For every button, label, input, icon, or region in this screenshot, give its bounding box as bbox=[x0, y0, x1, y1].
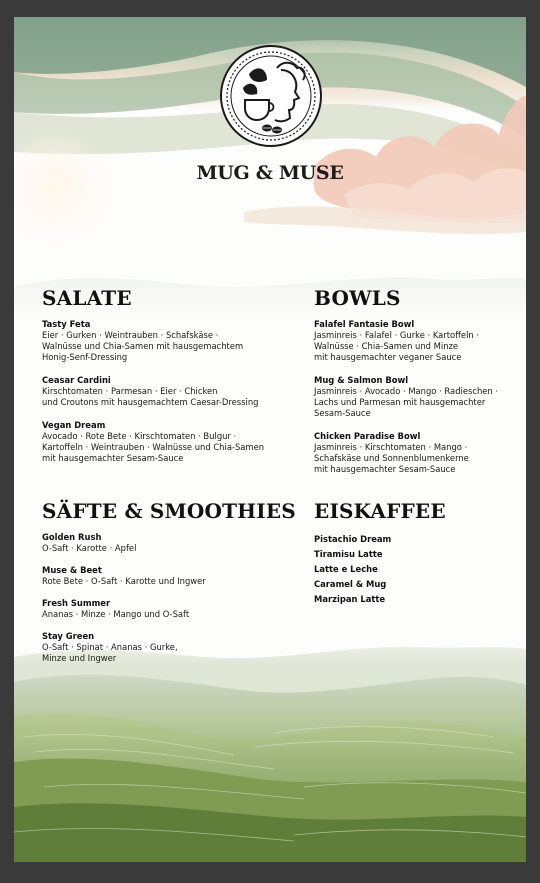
item-description: Eier · Gurken · Weintrauben · Schafskäse · Walnüsse und Chia-Samen mit hausgemachtem Honig-Senf-Dressing bbox=[42, 330, 244, 362]
brand-name: MUG & MUSE bbox=[196, 162, 344, 184]
item-name: Vegan Dream bbox=[42, 420, 106, 430]
menu-item bbox=[42, 631, 302, 664]
item-name: Fresh Summer bbox=[42, 598, 111, 608]
menu-item bbox=[42, 565, 302, 587]
coffee-leaf-muse-emblem-icon bbox=[219, 44, 323, 148]
salate-list bbox=[42, 319, 302, 476]
menu-item bbox=[314, 319, 524, 363]
drink-item: Marzipan Latte bbox=[314, 594, 386, 604]
section-title-salate: SALATE bbox=[42, 286, 132, 310]
item-description: Jasminreis · Kirschtomaten · Mango · Schafskäse und Sonnenblumenkerne mit hausgemachter Sesam-Sauce bbox=[314, 442, 469, 474]
item-name: Falafel Fantasie Bowl bbox=[314, 319, 415, 329]
item-description: Kirschtomaten · Parmesan · Eier · Chicken und Croutons mit hausgemachtem Caesar-Dressing bbox=[42, 386, 259, 407]
item-description: Jasminreis · Avocado · Mango · Radieschen · Lachs und Parmesan mit hausgemachter Sesam-Sauce bbox=[314, 386, 499, 418]
section-title-saefte: SÄFTE & SMOOTHIES bbox=[42, 499, 296, 523]
drink-item: Pistachio Dream bbox=[314, 534, 392, 544]
item-description: Rote Bete · O-Saft · Karotte und Ingwer bbox=[42, 576, 206, 586]
item-name: Tasty Feta bbox=[42, 319, 91, 329]
menu-card bbox=[14, 17, 526, 862]
item-name: Mug & Salmon Bowl bbox=[314, 375, 409, 385]
item-name: Stay Green bbox=[42, 631, 95, 641]
item-name: Golden Rush bbox=[42, 532, 102, 542]
drink-item: Latte e Leche bbox=[314, 564, 378, 574]
item-description: Ananas · Minze · Mango und O-Saft bbox=[42, 609, 190, 619]
item-description: O-Saft · Karotte · Apfel bbox=[42, 543, 137, 553]
item-description: Avocado · Rote Bete · Kirschtomaten · Bulgur · Kartoffeln · Weintrauben · Walnüsse und Chia-Samen mit hausgemachter Sesam-Sauce bbox=[42, 431, 265, 463]
menu-item bbox=[42, 532, 302, 554]
item-name: Ceasar Cardini bbox=[42, 375, 111, 385]
section-title-eiskaffee: EISKAFFEE bbox=[314, 499, 446, 523]
menu-item bbox=[42, 420, 302, 464]
menu-item bbox=[314, 375, 524, 419]
drink-item: Tiramisu Latte bbox=[314, 549, 383, 559]
section-title-bowls: BOWLS bbox=[314, 286, 401, 310]
saefte-list bbox=[42, 532, 302, 676]
item-description: O-Saft · Spinat · Ananas · Gurke, Minze und Ingwer bbox=[42, 642, 178, 663]
menu-item bbox=[42, 375, 302, 408]
menu-item bbox=[42, 319, 302, 363]
menu-item bbox=[314, 431, 524, 475]
eiskaffee-list bbox=[314, 534, 514, 609]
item-name: Muse & Beet bbox=[42, 565, 102, 575]
bowls-list bbox=[314, 319, 524, 487]
item-name: Chicken Paradise Bowl bbox=[314, 431, 421, 441]
menu-item bbox=[42, 598, 302, 620]
drink-item: Caramel & Mug bbox=[314, 579, 387, 589]
item-description: Jasminreis · Falafel · Gurke · Kartoffeln · Walnüsse · Chia-Samen und Minze mit hausgemachter veganer Sauce bbox=[314, 330, 480, 362]
